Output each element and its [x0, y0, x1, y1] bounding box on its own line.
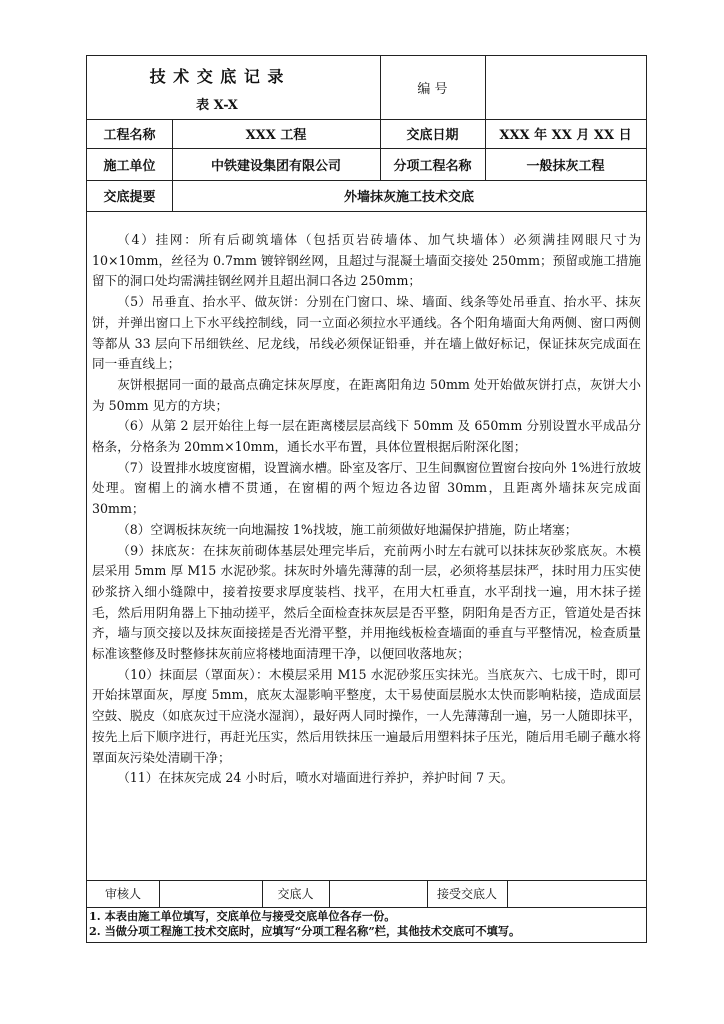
row-divider [87, 907, 646, 908]
unit-value: 中铁建设集团有限公司 [210, 158, 341, 174]
subproject-label: 分项工程名称 [393, 158, 472, 174]
summary-value: 外墙抹灰施工技术交底 [343, 190, 474, 205]
content-paragraph: （7）设置排水坡度窗楣，设置滴水槽。卧室及客厅、卫生间飘窗位置窗台按向外 1%进行放坡处理。窗楣上的滴水槽不贯通，在窗楣的两个短边各边留 30mm，且距离外墙抹灰完成面 30mm； [92, 459, 641, 517]
reviewer-value [159, 880, 262, 907]
receiver-value [507, 880, 646, 907]
content-paragraph: （6）从第 2 层开始往上每一层在距离楼层层高线下 50mm 及 650mm 分别设置水平成品分格条，分格条为 20mm×10mm，通长水平布置，具体位置根据后附深化图； [92, 418, 641, 455]
date-value: XXX 年 XX 月 XX 日 [499, 128, 632, 143]
serial-label: 编 号 [417, 82, 448, 97]
content-paragraph: （8）空调板抹灰统一向地漏按 1%找坡，施工前须做好地漏保护措施，防止堵塞； [117, 521, 578, 537]
disclosure-content [88, 230, 645, 789]
date-label: 交底日期 [406, 128, 459, 143]
row-divider [87, 211, 646, 212]
receiver-label: 接受交底人 [436, 887, 497, 901]
form-number: 表 X-X [196, 98, 238, 113]
footnote: 2. 当做分项工程施工技术交底时，应填写“分项工程名称”栏，其他技术交底可不填写。 [89, 924, 521, 938]
project-name-value: XXX 工程 [245, 128, 307, 143]
footnote: 1. 本表由施工单位填写，交底单位与接受交底单位各存一份。 [89, 909, 396, 923]
unit-label: 施工单位 [103, 158, 156, 174]
content-paragraph: （11）在抹灰完成 24 小时后，喷水对墙面进行养护，养护时间 7 天。 [117, 770, 514, 786]
discloser-label: 交底人 [277, 887, 314, 901]
subproject-value: 一般抹灰工程 [526, 158, 605, 174]
disclosure-form [86, 55, 647, 943]
content-paragraph: （4）挂网：所有后砌筑墙体（包括页岩砖墙体、加气块墙体）必须满挂网眼尺寸为 10×10mm，丝径为 0.7mm 镀锌钢丝网，且超过与混凝土墙面交接处 250mm；预留或施工措施留下的洞口处均需满挂钢丝网并且超出洞口各边 250mm； [92, 232, 641, 289]
project-name-label: 工程名称 [103, 128, 156, 143]
footnotes [89, 909, 520, 939]
reviewer-label: 审核人 [104, 887, 141, 901]
content-paragraph: （9）抹底灰：在抹灰前砌体基层处理完毕后，充前两小时左右就可以抹抹灰砂浆底灰。木模层采用 5mm 厚 M15 水泥砂浆。抹灰时外墙先薄薄的刮一层，必须将基层抹严，抹时用力压实使砂浆挤入细小缝隙中，接着按要求厚度装档、找平，在用大杠垂直，水平刮找一遍，用木抹子搓毛，然后用阴角器上下抽动搓平，然后全面检查抹灰层是否平整，阴阳角是否方正，管道处是否抹齐，墙与顶交接以及抹灰面接搓是否光滑平整，并用拖线板检查墙面的垂直与平整情况，检查质量标准该整修及时整修抹灰前应将楼地面清理干净，以便回收落地灰； [92, 542, 641, 662]
serial-value [485, 56, 646, 119]
content-paragraph: （5）吊垂直、抬水平、做灰饼：分别在门窗口、垛、墙面、线条等处吊垂直、抬水平、抹灰饼，并弹出窗口上下水平线控制线，同一立面必须拉水平通线。各个阳角墙面大角两侧、窗口两侧等都从 33 层向下吊细铁丝、尼龙线，吊线必须保证铅垂，并在墙上做好标记，保证抹灰完成面在同一垂直线上； [92, 294, 641, 372]
discloser-value [329, 880, 427, 907]
summary-label: 交底提要 [103, 190, 156, 205]
content-paragraph: 灰饼根据同一面的最高点确定抹灰厚度，在距离阳角边 50mm 处开始做灰饼打点，灰饼大小为 50mm 见方的方块； [92, 376, 641, 413]
content-paragraph: （10）抹面层（罩面灰）：木模层采用 M15 水泥砂浆压实抹光。当底灰六、七成干时，即可开始抹罩面灰，厚度 5mm，底灰太湿影响平整度，太干易使面层脱水太快而影响粘接，造成面层空鼓、脱皮（如底灰过干应浇水湿润），最好两人同时操作，一人先薄薄刮一遍，另一人随即抹平，按先上后下顺序进行，再赶光压实，然后用铁抹压一遍最后用塑料抹子压光，随后用毛刷子蘸水将罩面灰污染处清刷干净； [92, 666, 641, 765]
form-title: 技 术 交 底 记 录 [149, 67, 285, 86]
